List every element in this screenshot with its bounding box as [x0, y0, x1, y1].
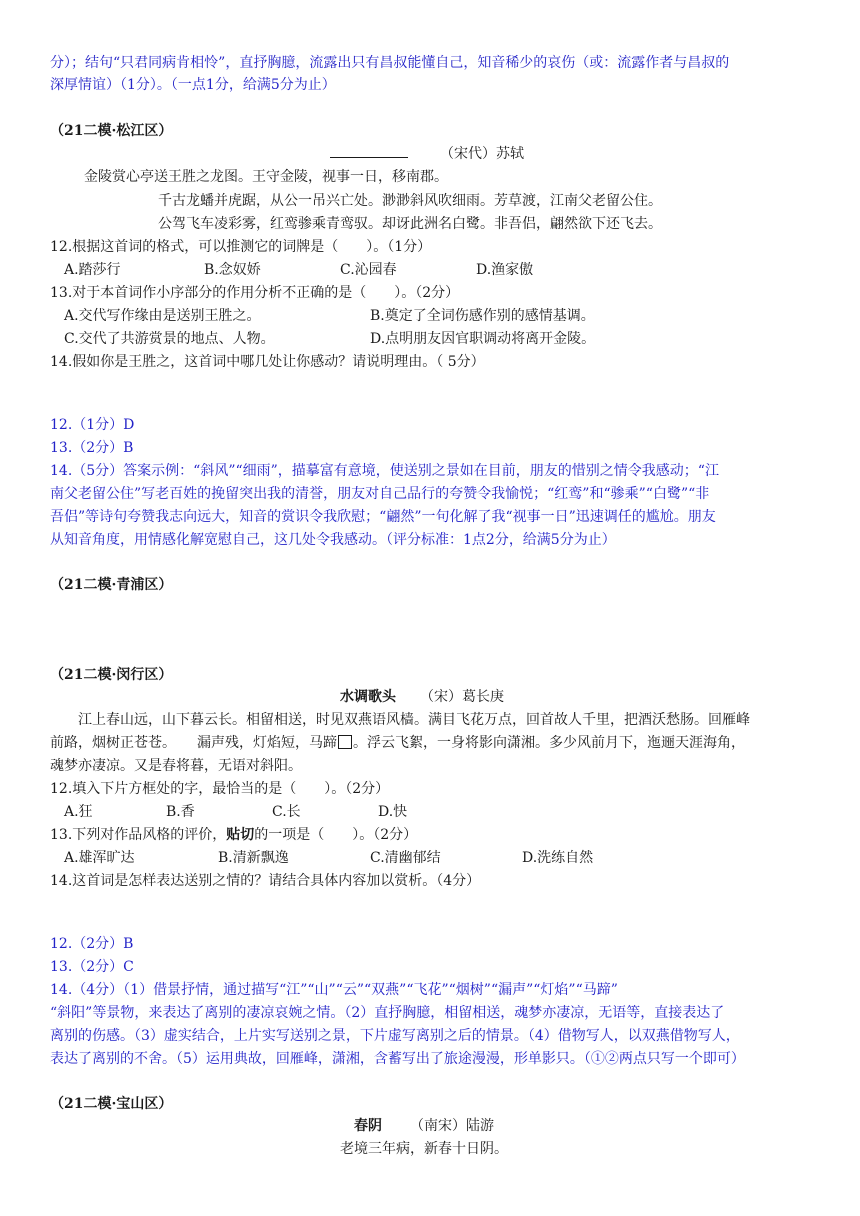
poem-dynasty-author: （宋）葛长庚 — [420, 689, 504, 705]
option: C.交代了共游赏景的地点、人物。 — [64, 331, 275, 347]
poem-line: 老境三年病，新春十日阴。 — [340, 1141, 508, 1157]
option: D.快 — [378, 804, 408, 820]
poem-verse: 公驾飞车凌彩雾，红鸾骖乘青鸾驭。却讶此洲名白鹭。非吾侣，翩然欲下还飞去。 — [158, 216, 662, 232]
question-13: 13.下列对作品风格的评价，贴切的一项是（ ）。（2分） — [50, 827, 418, 843]
option: D.渔家傲 — [476, 262, 534, 278]
poem-dynasty-author: （宋代）苏轼 — [440, 146, 524, 162]
question-12: 12.填入下片方框处的字，最恰当的是（ ）。（2分） — [50, 781, 390, 797]
answer-13: 13.（2分）C — [50, 959, 134, 975]
question-13: 13.对于本首词作小序部分的作用分析不正确的是（ ）。（2分） — [50, 285, 460, 301]
section-header-qingpu: （21二模·青浦区） — [50, 577, 173, 593]
option: B.奠定了全词伤感作别的感情基调。 — [370, 308, 595, 324]
answer-14-line: 从知音角度，用情感化解宽慰自己，这几处令我感动。（评分标准：1点2分，给满5分为止） — [50, 532, 616, 548]
answer-14-line: 表达了离别的不舍。（5）运用典故，回雁峰，潇湘，含蓄写出了旅途漫漫，形单影只。（①②两点只写一个即可） — [50, 1051, 745, 1067]
title-blank — [330, 143, 408, 158]
poem-title-line — [330, 143, 524, 165]
answer-14-line: 南父老留公住”写老百姓的挽留突出我的清誉，朋友对自己品行的夸赞令我愉悦；“红鸾”和“骖乘”“白鹭”“非 — [50, 486, 710, 502]
answer-continuation-line: 分）；结句“只君同病肯相怜”，直抒胸臆，流露出只有昌叔能懂自己，知音稀少的哀伤（或：流露作者与昌叔的 — [50, 55, 730, 71]
option: D.洗练自然 — [522, 850, 594, 866]
answer-14-line: 离别的伤感。（3）虚实结合，上片实写送别之景，下片虚写离别之后的情景。（4）借物写人，以双燕借物写人， — [50, 1028, 740, 1044]
poem-title: 春阴 — [354, 1118, 382, 1134]
answer-12: 12.（2分）B — [50, 936, 134, 952]
option: C.清幽郁结 — [370, 850, 441, 866]
poem-body-line: 前路，烟树正苍苍。 漏声残，灯焰短，马蹄 。浮云飞絮，一身将影向潇湘。多少风前月下，迤逦天涯海角， — [50, 735, 745, 751]
answer-14-line: “斜阳”等景物，来表达了离别的凄凉哀婉之情。（2）直抒胸臆，相留相送，魂梦亦凄凉，无语等，直接表达了 — [50, 1005, 725, 1021]
answer-12: 12.（1分）D — [50, 417, 135, 433]
answer-14-line: 吾侣”等诗句夸赞我志向远大，知音的赏识令我欣慰；“翩然”一句化解了我“视事一日”迅速调任的尴尬。朋友 — [50, 509, 716, 525]
option: A.交代写作缘由是送别王胜之。 — [64, 308, 261, 324]
option: A.踏莎行 — [64, 262, 121, 278]
option: C.长 — [272, 804, 301, 820]
section-header-baoshan: （21二模·宝山区） — [50, 1096, 173, 1112]
option: A.狂 — [64, 804, 93, 820]
option: D.点明朋友因官职调动将离开金陵。 — [370, 331, 596, 347]
option: C.沁园春 — [340, 262, 397, 278]
answer-14-line: 14.（5分）答案示例：“斜风”“细雨”，描摹富有意境，使送别之景如在目前，朋友的惜别之情令我感动；“江 — [50, 463, 719, 479]
section-header-minhang: （21二模·闵行区） — [50, 667, 173, 683]
section-header-songjiang: （21二模·松江区） — [50, 123, 173, 139]
poem-verse: 千古龙蟠并虎踞，从公一吊兴亡处。渺渺斜风吹细雨。芳草渡，江南父老留公住。 — [158, 193, 662, 209]
poem-title-line — [340, 686, 504, 708]
option: B.香 — [166, 804, 195, 820]
poem-title: 水调歌头 — [340, 689, 396, 705]
option: A.雄浑旷达 — [64, 850, 135, 866]
blank-square — [338, 735, 352, 749]
answer-13: 13.（2分）B — [50, 440, 134, 456]
option: B.念奴娇 — [204, 262, 261, 278]
question-12: 12.根据这首词的格式，可以推测它的词牌是（ ）。（1分） — [50, 239, 432, 255]
poem-title-line — [354, 1115, 494, 1137]
poem-body-line: 魂梦亦凄凉。又是春将暮，无语对斜阳。 — [50, 758, 302, 774]
answer-14-line: 14.（4分）（1）借景抒情，通过描写“江”“山”“云”“双燕”“飞花”“烟树”“漏声”“灯焰”“马蹄” — [50, 982, 618, 998]
question-14: 14.这首词是怎样表达送别之情的？请结合具体内容加以赏析。（4分） — [50, 873, 481, 889]
poem-body-line: 江上春山远，山下暮云长。相留相送，时见双燕语风樯。满目飞花万点，回首故人千里，把酒沃愁肠。回雁峰 — [78, 712, 750, 728]
poem-dynasty-author: （南宋）陆游 — [410, 1118, 494, 1134]
poem-preface: 金陵赏心亭送王胜之龙图。王守金陵，视事一日，移南郡。 — [84, 169, 448, 185]
question-14: 14.假如你是王胜之，这首词中哪几处让你感动？请说明理由。（ 5分） — [50, 354, 485, 370]
answer-continuation-line: 深厚情谊）（1分）。（一点1分，给满5分为止） — [50, 77, 336, 93]
option: B.清新飘逸 — [218, 850, 289, 866]
